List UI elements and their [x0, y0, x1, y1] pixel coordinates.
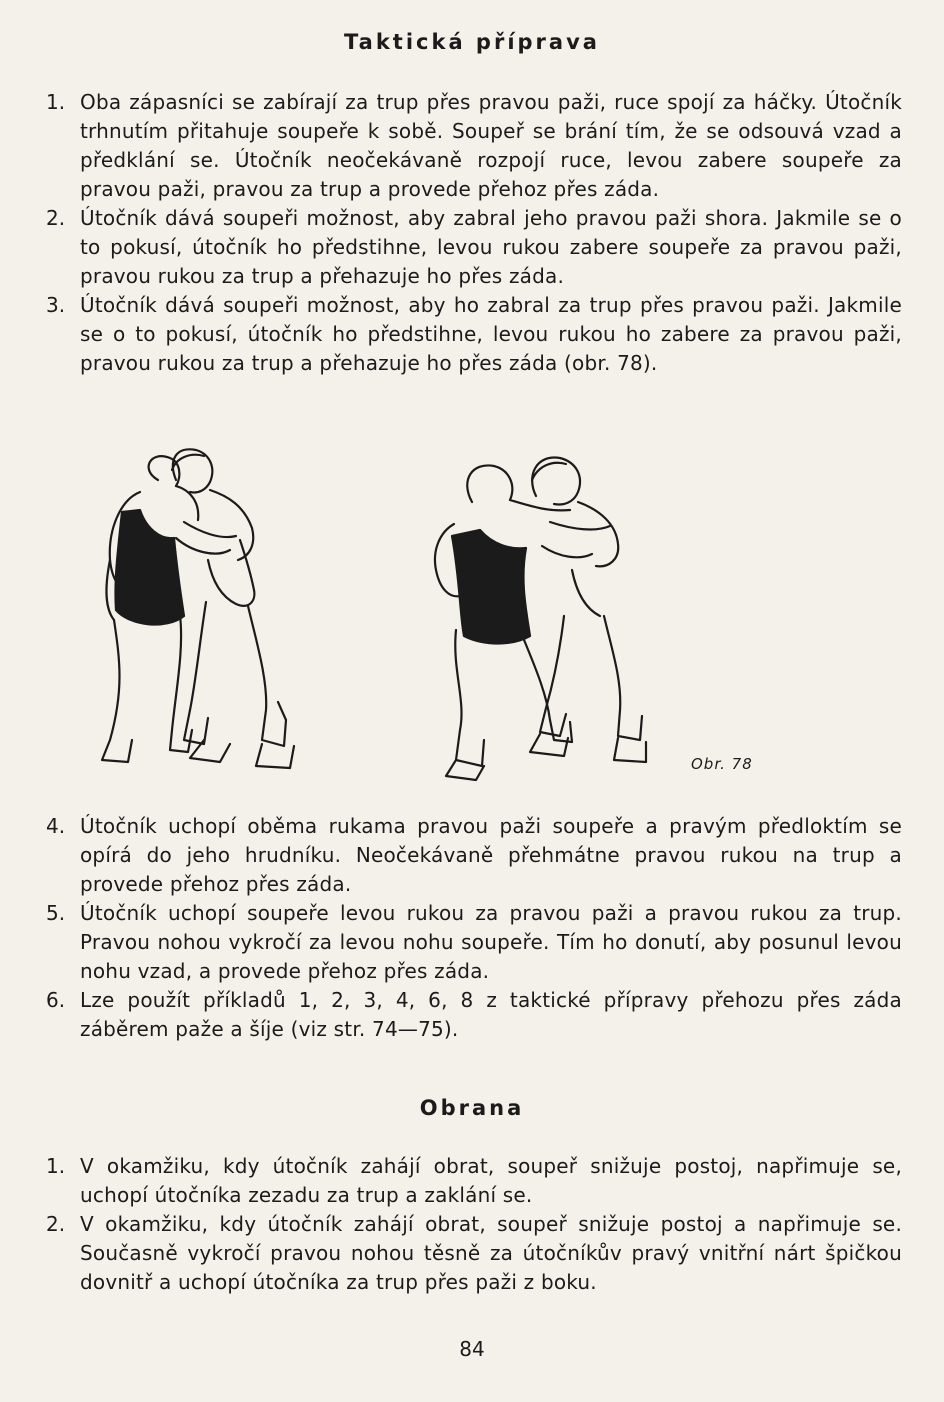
item-text: Lze použít příkladů 1, 2, 3, 4, 6, 8 z taktické přípravy přehozu přes záda záběrem paže a šíje (viz str. 74—75).	[80, 988, 902, 1041]
item-number: 5.	[46, 901, 66, 925]
section-title-obrana: Obrana	[419, 1096, 525, 1120]
item-text: Útočník dává soupeři možnost, aby ho zabral za trup přes pravou paži. Jakmile se o to pokusí, útočník ho předstihne, levou rukou ho zabere za pravou paži, pravou rukou za trup a přehazuje ho přes záda (obr. 78).	[80, 293, 902, 375]
list-item	[46, 204, 902, 291]
item-number: 1.	[46, 90, 66, 114]
item-number: 6.	[46, 988, 66, 1012]
list-item	[46, 291, 902, 378]
list-item	[46, 88, 902, 204]
item-text: Útočník dává soupeři možnost, aby zabral jeho pravou paži shora. Jakmile se o to pokusí, útočník ho předstihne, levou rukou zabere soupeře za pravou paži, pravou rukou za trup a přehazuje ho přes záda.	[80, 206, 902, 288]
item-number: 2.	[46, 206, 66, 230]
list-item	[46, 986, 902, 1044]
list-item	[46, 899, 902, 986]
defense-list	[46, 1152, 902, 1297]
item-number: 4.	[46, 814, 66, 838]
tactics-list-part-1	[46, 88, 902, 378]
item-text: Útočník uchopí oběma rukama pravou paži soupeře a pravým předloktím se opírá do jeho hrudníku. Neočekávaně přehmátne pravou rukou na trup a provede přehoz přes záda.	[80, 814, 902, 896]
wrestlers-illustration	[80, 440, 840, 785]
wrestler-light-left-pair	[172, 449, 294, 768]
list-item	[46, 1152, 902, 1210]
item-number: 2.	[46, 1212, 66, 1236]
item-text: V okamžiku, kdy útočník zahájí obrat, soupeř snižuje postoj, napřimuje se, uchopí útočníka zezadu za trup a zaklání se.	[80, 1154, 902, 1207]
item-text: Oba zápasníci se zabírají za trup přes pravou paži, ruce spojí za háčky. Útočník trhnutím přitahuje soupeře k sobě. Soupeř se brání tím, že se odsouvá vzad a předklání se. Útočník neočekávaně rozpojí ruce, levou zabere soupeře za pravou paži, pravou za trup a provede přehoz přes záda.	[80, 90, 902, 201]
item-text: V okamžiku, kdy útočník zahájí obrat, soupeř snižuje postoj a napřimuje se. Současně vykročí pravou nohou těsně za útočníkův pravý vnitřní nárt špičkou dovnitř a uchopí útočníka za trup přes paži z boku.	[80, 1212, 902, 1294]
list-item	[46, 812, 902, 899]
page-number: 84	[459, 1337, 485, 1361]
item-text: Útočník uchopí soupeře levou rukou za pravou paži a pravou rukou za trup. Pravou nohou vykročí za levou nohu soupeře. Tím ho donutí, aby posunul levou nohu vzad, a provede přehoz přes záda.	[80, 901, 902, 983]
figure-caption: Obr. 78	[691, 755, 753, 773]
item-number: 1.	[46, 1154, 66, 1178]
wrestler-light-right-pair	[530, 458, 646, 762]
item-number: 3.	[46, 293, 66, 317]
tactics-list-part-2	[46, 812, 902, 1044]
list-item	[46, 1210, 902, 1297]
section-title-takticka-priprava: Taktická příprava	[344, 30, 600, 54]
